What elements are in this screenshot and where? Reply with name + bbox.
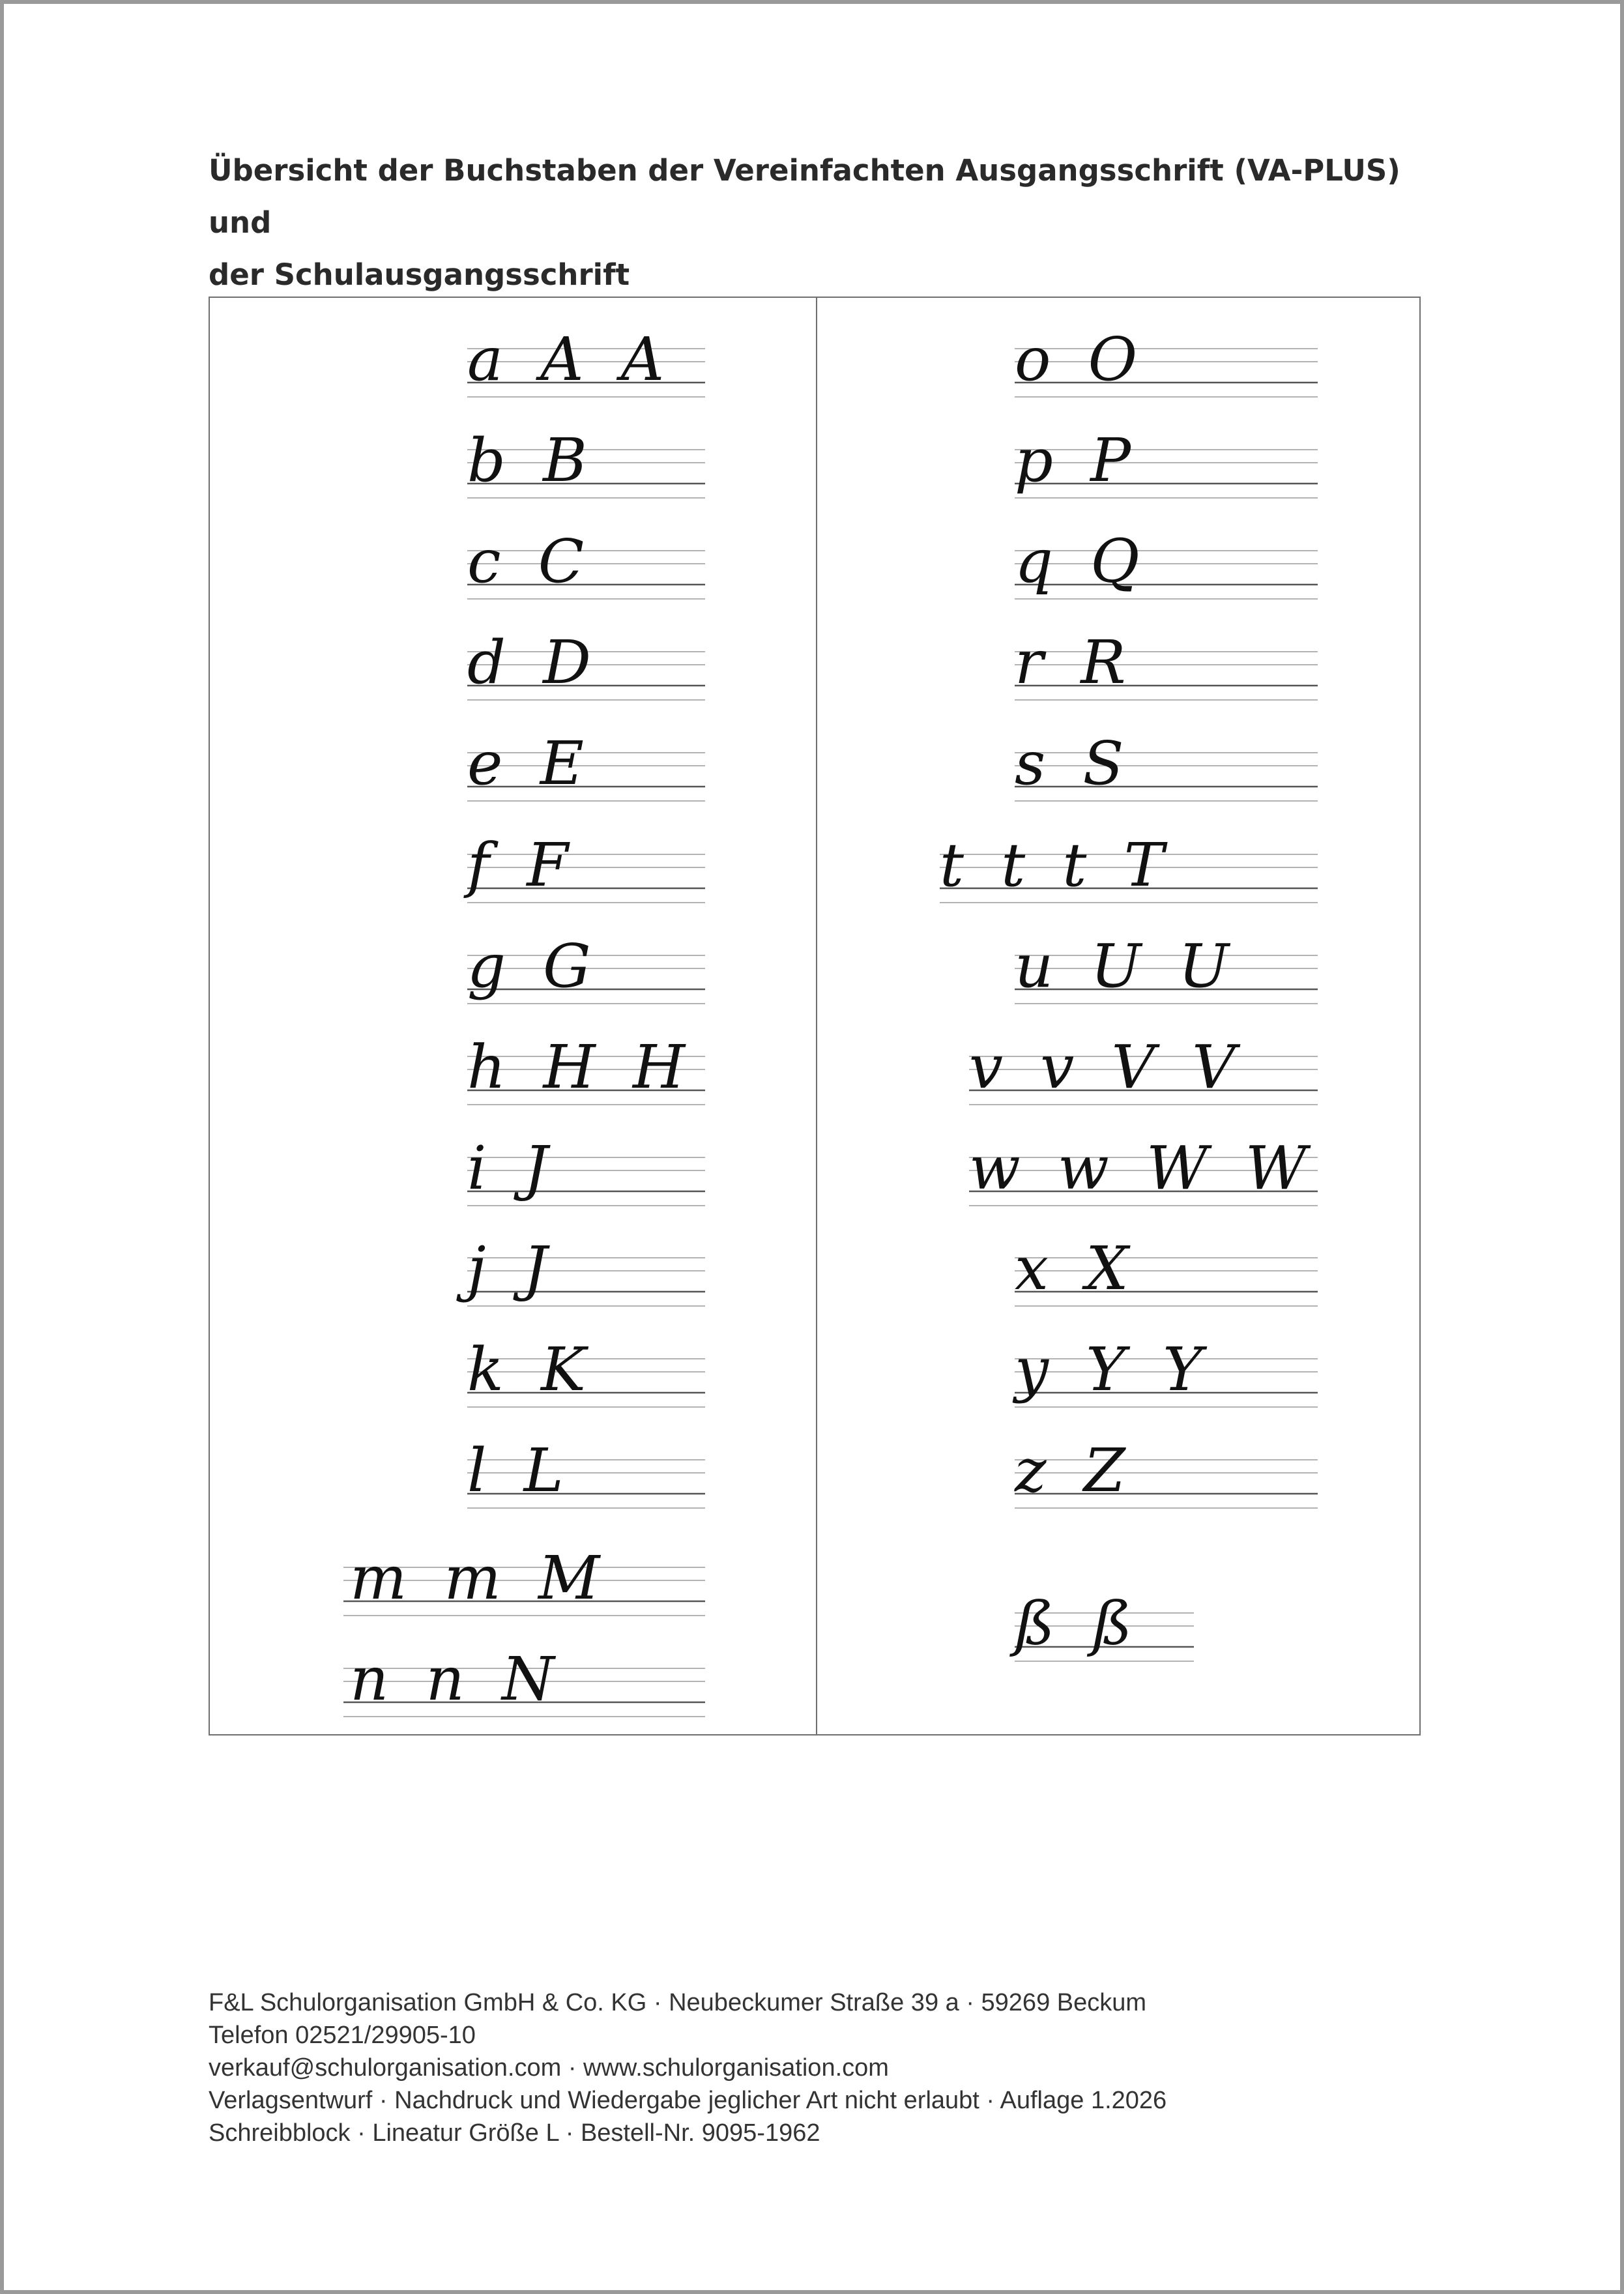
letter-row-right-3 (1015, 527, 1318, 599)
title-line-2: der Schulausgangsschrift (209, 257, 630, 292)
letter-glyphs: q Q (1015, 527, 1149, 596)
letter-glyphs: d D (467, 628, 600, 697)
letter-glyphs: i J (467, 1133, 557, 1203)
letter-glyphs: l L (467, 1436, 573, 1505)
letter-row-left-9 (467, 1133, 705, 1206)
letter-row-left-4 (467, 628, 705, 700)
imprint (209, 1986, 1447, 2149)
letter-row-left-7 (467, 931, 705, 1004)
letter-row-left-5 (467, 729, 705, 801)
letter-row-right-13 (1009, 1589, 1194, 1661)
letter-row-right-10 (1015, 1234, 1318, 1306)
letter-row-right-9 (969, 1133, 1318, 1206)
letter-row-left-12 (467, 1436, 705, 1508)
letter-glyphs: v v V V (969, 1032, 1245, 1102)
letter-glyphs: b B (467, 426, 596, 495)
letter-glyphs: a A A (467, 325, 674, 394)
letter-glyphs: j J (467, 1234, 557, 1303)
letter-glyphs: m m M (350, 1543, 609, 1613)
letter-row-right-1 (1015, 325, 1318, 397)
letter-glyphs: c C (467, 527, 594, 596)
letter-table (209, 297, 1421, 1735)
letter-glyphs: p P (1015, 426, 1140, 495)
letter-row-right-7 (1015, 931, 1318, 1004)
letter-glyphs: t t t T (940, 830, 1174, 900)
page-title (209, 145, 1447, 301)
letter-glyphs: n n N (350, 1644, 564, 1714)
letter-glyphs: k K (467, 1335, 595, 1404)
imprint-notice: Verlagsentwurf · Nachdruck und Wiedergabe jeglicher Art nicht erlaubt · Auflage 1.2026 (209, 2087, 1167, 2114)
letter-glyphs: r R (1015, 628, 1135, 697)
letter-row-left-6 (463, 830, 705, 903)
letter-row-right-8 (969, 1032, 1318, 1105)
letter-glyphs: x X (1015, 1234, 1138, 1303)
letter-glyphs: g G (467, 931, 600, 1001)
letter-row-left-11 (467, 1335, 705, 1407)
letter-row-left-10 (456, 1234, 705, 1306)
letter-glyphs: h H H (467, 1032, 695, 1102)
letter-row-right-5 (1015, 729, 1318, 801)
letter-glyphs: o O (1015, 325, 1147, 394)
imprint-contact: verkauf@schulorganisation.com · www.schulorganisation.com (209, 2054, 889, 2082)
letter-row-right-2 (1015, 426, 1318, 498)
letter-row-left-2 (467, 426, 705, 498)
letter-glyphs: w w W W (969, 1133, 1316, 1203)
letter-row-right-4 (1015, 628, 1318, 700)
letter-row-left-8 (467, 1032, 705, 1105)
letter-row-left-14 (343, 1644, 705, 1717)
letter-row-right-11 (1012, 1335, 1318, 1407)
letter-glyphs: ß ß (1015, 1589, 1142, 1659)
imprint-order: Schreibblock · Lineatur Größe L · Bestell-Nr. 9095-1962 (209, 2119, 820, 2147)
letter-row-right-12 (1014, 1436, 1318, 1508)
letter-glyphs: u U U (1015, 931, 1238, 1001)
letter-glyphs: e E (467, 729, 593, 798)
letter-row-left-13 (343, 1543, 705, 1616)
letter-glyphs: z Z (1015, 1436, 1135, 1505)
letter-glyphs: f F (467, 830, 578, 900)
title-line-1: Übersicht der Buchstaben der Vereinfachten Ausgangsschrift (VA-PLUS) und (209, 153, 1400, 240)
letter-row-right-6 (940, 830, 1318, 903)
letter-glyphs: s S (1015, 729, 1133, 798)
letter-glyphs: y Y Y (1015, 1335, 1211, 1404)
letter-lineature (210, 298, 1419, 1734)
letter-row-left-3 (467, 527, 705, 599)
letter-row-left-1 (467, 325, 705, 397)
imprint-company: F&L Schulorganisation GmbH & Co. KG · Neubeckumer Straße 39 a · 59269 Beckum (209, 1989, 1147, 2016)
imprint-phone: Telefon 02521/29905-10 (209, 2022, 476, 2049)
